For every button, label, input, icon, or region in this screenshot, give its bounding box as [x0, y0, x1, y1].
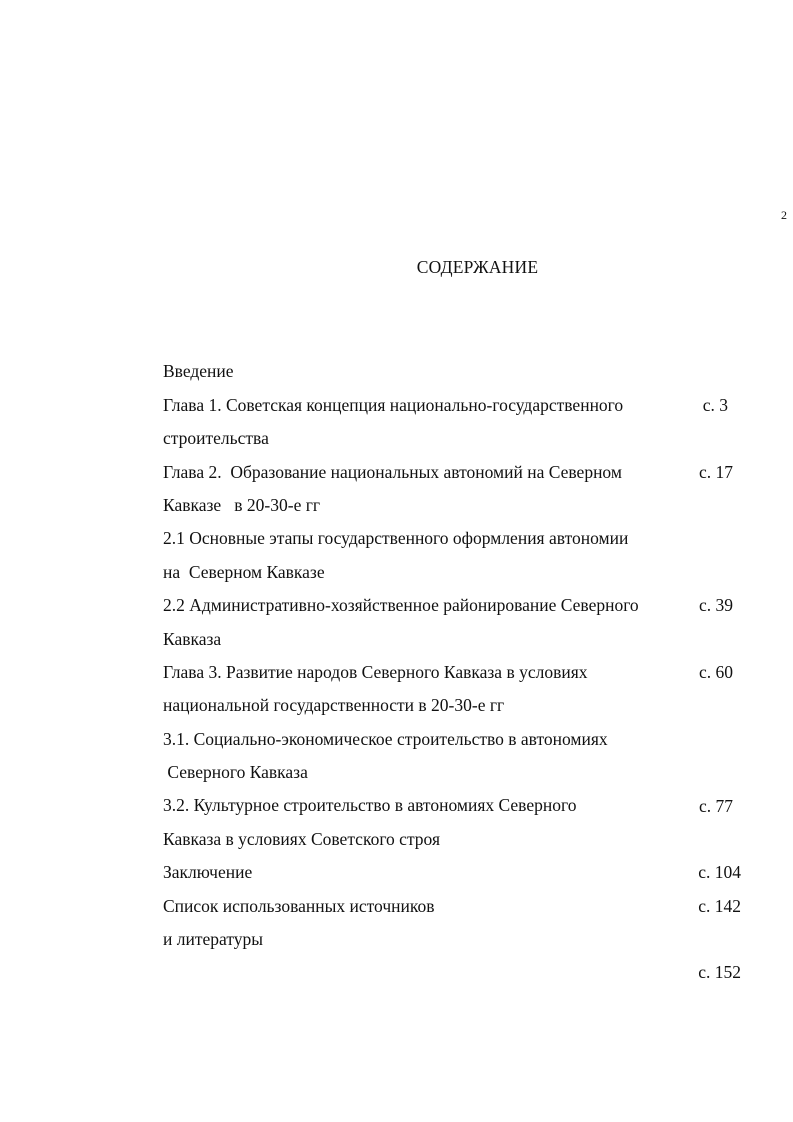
- toc-entry-text: строительства: [163, 428, 269, 449]
- toc-entry-text: 2.1 Основные этапы государственного оформления автономии: [163, 528, 629, 549]
- page-title: СОДЕРЖАНИЕ: [416, 257, 539, 277]
- toc-entry-text: Список использованных источников: [163, 895, 435, 916]
- toc-entry-text: Заключение: [163, 862, 253, 883]
- table-of-contents: [163, 322, 753, 983]
- page-number: 2: [781, 208, 787, 222]
- toc-entry-text: Кавказа в условиях Советского строя: [163, 828, 441, 849]
- toc-line: [163, 456, 753, 515]
- toc-entry-text: Северного Кавказа: [163, 762, 308, 783]
- toc-line: [163, 890, 753, 983]
- toc-page-ref: с. 39: [698, 595, 733, 616]
- toc-page-ref: с. 104: [698, 862, 741, 883]
- toc-line: [163, 656, 753, 716]
- toc-line: [163, 689, 753, 749]
- toc-entry-text: Введение: [163, 361, 234, 382]
- toc-entry-text: Глава 3. Развитие народов Северного Кавказа в условиях: [163, 661, 588, 682]
- toc-entry-text: 3.1. Социально-экономическое строительство в автономиях: [163, 728, 608, 749]
- toc-entry-text: 3.2. Культурное строительство в автономиях Северного: [163, 795, 577, 816]
- toc-page-ref: с. 152: [698, 962, 741, 983]
- toc-entry-text: 2.2 Административно-хозяйственное районирование Северного: [163, 595, 639, 616]
- toc-page-ref: с. 142: [698, 895, 741, 916]
- toc-line: [163, 489, 753, 549]
- toc-entry-text: на Северном Кавказе: [163, 561, 325, 582]
- toc-page-ref: с. 3: [702, 394, 728, 415]
- toc-page-ref: с. 17: [698, 461, 733, 482]
- toc-entry-text: Кавказе в 20-30-е гг: [163, 494, 321, 515]
- toc-entry-text: Глава 1. Советская концепция национально-государственного: [163, 394, 624, 415]
- toc-entry-text: Глава 2. Образование национальных автономий на Северном: [163, 461, 622, 482]
- toc-entry-text: национальной государственности в 20-30-е гг: [163, 695, 505, 716]
- toc-entry-text: Кавказа: [163, 628, 222, 649]
- toc-page-ref: с. 77: [698, 795, 733, 816]
- toc-entry-text: и литературы: [163, 929, 263, 950]
- toc-page-ref: с. 60: [698, 661, 733, 682]
